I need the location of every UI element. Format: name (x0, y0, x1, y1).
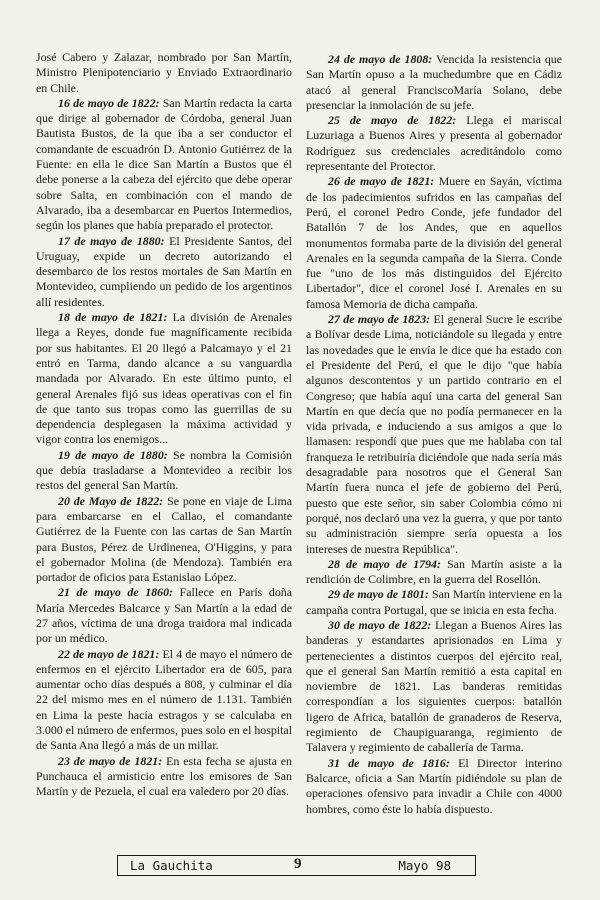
entry: 22 de mayo de 1821: El 4 de mayo el número de enfermos en el ejército Libertador era de 605, para aumentar ocho días después a 808, y culminar el día 22 del mismo mes en el número de 1.131. También en Lima la peste hacía estragos y se calculaba en 3.000 el número de enfermos, pues solo en el hospital de Santa Ana llegó a más de un millar. (36, 646, 293, 753)
page-number: 9 (294, 856, 302, 872)
entry: 31 de mayo de 1816: El Director interino Balcarce, oficia a San Martín pidiéndole su plan de operaciones ofensivo para invadir a Chile con 4000 hombres, como éste lo había dispuesto. (306, 755, 562, 816)
issue-date: Mayo 98 (398, 858, 451, 873)
entry: 16 de mayo de 1822: San Martín redacta la carta que dirige al gobernador de Córdoba, general Juan Bautista Bustos, de la que iba a ser conductor el comandante de escuadrón D. Antonio Gutiérrez de la Fuente: en ella le dice San Martín a Bustos que él debe ponerse a la cabeza del ejército que debe operar sobre Salta, en combinación con el mando de Alvarado, iba a desembarcar en Puertos Intermedios, según los planes que había preparado el protector. (36, 95, 293, 233)
entry: 18 de mayo de 1821: La división de Arenales llega a Reyes, donde fue magníficamente recibida por sus habitantes. El 20 llegó a Palcamayo y el 21 entró en Tarma, dando alcance a su vanguardia mandada por Alvarado. En este último punto, el general Arenales fijó sus ideas operativas con el fin de que tanto sus tropas como las guerrillas de su dependencia desplegasen la máxima actividad y vigor contra los enemigos... (36, 310, 292, 447)
entry: 23 de mayo de 1821: En esta fecha se ajusta en Punchauca el armisticio entre los emisores de San Martín y de Pezuela, el cual era valedero por 20 días. (36, 753, 293, 799)
entry: 29 de mayo de 1801: San Martín interviene en la campaña contra Portugal, que se inicia en esta fecha. (306, 587, 562, 617)
entry: José Cabero y Zalazar, nombrado por San Martín, Ministro Plenipotenciario y Enviado Extraordinario en Chile. (36, 50, 292, 95)
entry: 26 de mayo de 1821: Muere en Sayán, víctima de los padecimientos sufridos en las campañas del Perú, el coronel Pedro Conde, jefe fundador del Batallón 7 de los Andes, que en aquellos monumentos formaba parte de la división del general Arenales en la segunda campaña de la Sierra. Conde fue "uno de los más distinguidos del Ejército Libertador", dice el coronel José I. Arenales en su famosa Memoria de dicha campaña. (306, 174, 563, 311)
entry: 17 de mayo de 1880: El Presidente Santos, del Uruguay, expide un decreto autorizando el desembarco de los restos mortales de San Martín en Montevideo, cumpliendo un pedido de los argentinos allí residentes. (36, 233, 292, 309)
entry: 30 de mayo de 1822: Llegan a Buenos Aires las banderas y estandartes aprisionados en Lima y pertenecientes a distintos cuerpos del ejército real, que el general San Martín remitió a esta capital en noviembre de 1821. Las banderas remitidas correspondían a los siguientes cuerpos: batallón ligero de Africa, batallón de granaderos de Reserva, regimiento de Chaupiguaranga, regimiento de Talavera y regimiento de caballería de Tarma. (306, 617, 562, 755)
entry: 24 de mayo de 1808: Vencida la resistencia que San Martín opuso a la muchedumbre que en Cádiz atacó al general FranciscoMaría Solano, debe presenciar la inmolación de su jefe. (306, 52, 563, 112)
entry: 25 de mayo de 1822: Llega el mariscal Luzuriaga a Buenos Aires y presenta al gobernador Rodríguez sus credenciales acreditándolo como representante del Protector. (306, 113, 563, 174)
entry: 20 de Mayo de 1822: Se pone en viaje de Lima para embarcarse en el Callao, el comandante Gutiérrez de la Fuente con las cartas de San Martín para Bustos, Pérez de Urdinenea, O'Higgins, y para el gobernador Molina (de Mendoza). También era portador de oficios para Estanislao López. (36, 493, 292, 585)
right-column (306, 52, 562, 817)
page-footer (117, 855, 476, 876)
left-column (36, 50, 292, 800)
entry: 19 de mayo de 1880: Se nombra la Comisión que debía trasladarse a Montevideo a recibir los restos del general San Martín. (36, 447, 293, 493)
magazine-name: La Gauchita (130, 858, 213, 873)
entry: 27 de mayo de 1823: El general Sucre le escribe a Bolívar desde Lima, noticiándole su llegada y entre las novedades que le envía le dice que ha estado con el Presidente del Perú, el que le dijo "que había algunos descontentos y un partido contrario en el Congreso; que había aquí una carta del general San Martín en que decía que no podía permanecer en la vida privada, e induciendo a sus amigos a que lo llamasen: respondí que pues que me hablaba con tal franqueza le retribuiría diciéndole que nada sería más desagradable para nosotros que el General San Martín fuera nunca el jefe de gobierno del Perú, puesto que este señor, sin saber Colombia cómo ni porqué, nos declaró una vez la guerra, y que por tanto su administración siempre sería opuesta a los intereses de nuestra República". (306, 312, 562, 556)
entry: 21 de mayo de 1860: Fallece en París doña María Mercedes Balcarce y San Martín a la edad de 27 años, víctima de una droga traidora mal indicada por un médico. (36, 585, 293, 646)
entry: 28 de mayo de 1794: San Martín asiste a la rendición de Colimbre, en la guerra del Rosellón. (306, 556, 562, 587)
